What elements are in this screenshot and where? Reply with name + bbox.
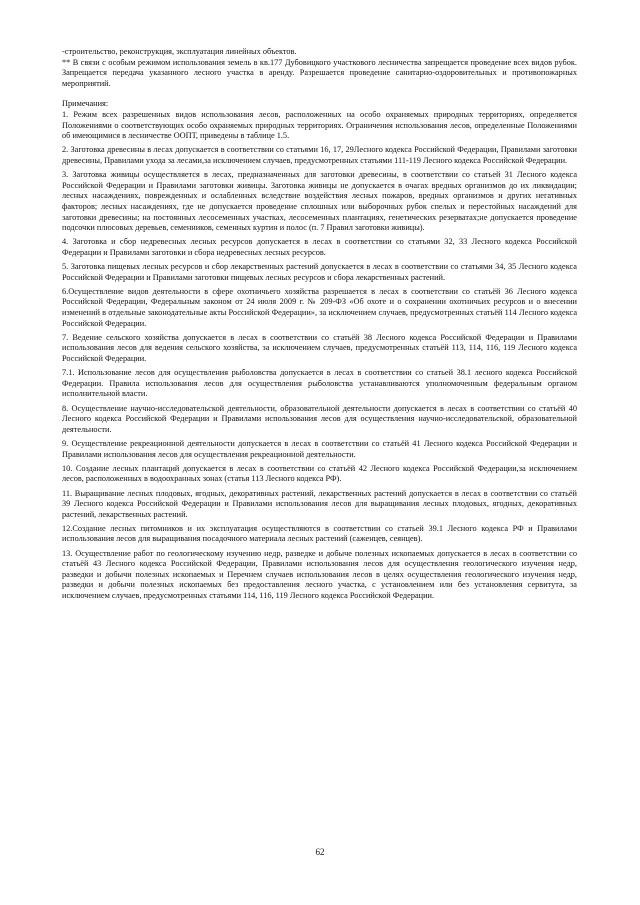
- notes-heading: Примечания:: [62, 99, 109, 109]
- note-item: 9. Осуществление рекреационной деятельности допускается в лесах в соответствии со статьёй 41 Лесного кодекса Российской Федерации и Правилами использования лесов для осуществления рекреационной деятельности.: [62, 438, 577, 459]
- note-item: 13. Осуществление работ по геологическому изучению недр, разведке и добыче полезных ископаемых допускается в лесах в соответствии со статьёй 43 Лесного кодекса Российской Федерации, Правилами использования лесов для осуществления геологического изучения недр, разведки и добычи полезных ископаемых и Перечнем случаев использования лесов в целях осуществления геологического изучения недр, разведки и добычи полезных ископаемых без предоставления лесного участка, с установлением или без установления сервитута, за исключением случаев, предусмотренных статьями 114, 116, 119 Лесного кодекса Российской Федерации.: [62, 548, 577, 601]
- intro-footnote-kv177: ** В связи с особым режимом использования земель в кв.177 Дубовицкого участкового лесничества запрещается проведение всех видов рубок. Запрещается передача указанного лесного участка в аренду. Разрешается проведение санитарно-оздоровительных и противопожарных мероприятий.: [62, 57, 577, 88]
- note-item: 10. Создание лесных плантаций допускается в лесах в соответствии со статьёй 42 Лесного кодекса Российской Федерации,за исключением лесов, расположенных в водоохранных зонах (статья 113 Лесного кодекса РФ).: [62, 463, 577, 484]
- intro-block: [62, 47, 577, 89]
- notes-list: [62, 110, 577, 602]
- note-item: 1. Режим всех разрешенных видов использования лесов, расположенных на особо охраняемых природных территориях, определяется Положениями о соответствующих особо охраняемых природных территориях. Ограничения использования лесов, определенные Положениями об имеющимися в лесничестве ООПТ, приведены в таблице 1.5.: [62, 109, 577, 141]
- note-item: 5. Заготовка пищевых лесных ресурсов и сбор лекарственных растений допускается в лесах в соответствии со статьями 34, 35 Лесного кодекса Российской Федерации и Правилами заготовки пищевых лесных ресурсов и сбора лекарственных растений.: [62, 262, 577, 282]
- note-item: 2. Заготовка древесины в лесах допускается в соответствии со статьями 16, 17, 29Лесного кодекса Российской Федерации, Правилами заготовки древесины, Правилами ухода за лесами,за исключением случаев, предусмотренных статьями 111-119 Лесного кодекса Российской Федерации.: [62, 145, 577, 165]
- note-item: 7.1. Использование лесов для осуществления рыболовства допускается в лесах в соответствии со статьей 38.1 лесного кодекса Российской Федерации. Правила использования лесов для осуществления рыболовства устанавливаются уполномоченным федеральным органом исполнительной власти.: [62, 368, 577, 399]
- note-item: 4. Заготовка и сбор недревесных лесных ресурсов допускается в лесах в соответствии со статьями 32, 33 Лесного кодекса Российской Федерации и Правилами заготовки и сбора недревесных лесных ресурсов.: [62, 237, 577, 257]
- document-page: [62, 47, 577, 605]
- page-number: 62: [315, 847, 325, 857]
- note-item: 6.Осуществление видов деятельности в сфере охотничьего хозяйства разрешается в лесах в соответствии со статьёй 36 Лесного кодекса Российской Федерации, Федеральным законом от 24 июля 2009 г. № 209-ФЗ «Об охоте и о сохранении охотничьих ресурсов и о внесении изменений в отдельные законодательные акты Российской Федерации», за исключением случаев, предусмотренных статьёй 114 Лесного кодекса Российской Федерации.: [62, 286, 577, 328]
- note-item: 12.Создание лесных питомников и их эксплуатация осуществляются в соответствии со статьей 39.1 Лесного кодекса РФ и Правилами использования лесов для выращивания посадочного материала лесных растений (саженцев, сеянцев).: [62, 523, 577, 544]
- note-item: 7. Ведение сельского хозяйства допускается в лесах в соответствии со статьёй 38 Лесного кодекса Российской Федерации и Правилами использования лесов для ведения сельского хозяйства, за исключением случаев, предусмотренных статьёй 113, 114, 116, 119 Лесного кодекса Российской Федерации.: [62, 332, 577, 363]
- note-item: 3. Заготовка живицы осуществляется в лесах, предназначенных для заготовки древесины, в соответствии со статьей 31 Лесного кодекса Российской Федерации и Правилами заготовки живицы. Заготовка живицы не допускается в очагах вредных организмов до их ликвидации; лесных насаждениях, поврежденных и ослабленных вследствие воздействия лесных пожаров, вредных организмов и других негативных факторов; лесных насаждениях, где не допускается проведение сплошных или выборочных рубок спелых и перестойных насаждений для заготовки древесины; на постоянных лесосеменных участках, лесосеменных плантациях, генетических резерватах;не допускается проведение подсочки плюсовых деревьев, семенников, семенных куртин и полос (п. 7 Правил заготовки живицы).: [62, 170, 577, 233]
- intro-line-linear-objects: -строительство, реконструкция, эксплуатация линейных объектов.: [62, 47, 297, 56]
- note-item: 8. Осуществление научно-исследовательской деятельности, образовательной деятельности допускается в лесах в соответствии со статьёй 40 Лесного кодекса Российской Федерации и Правилами использования лесов для осуществления научно-исследовательской, образовательной деятельности.: [62, 403, 577, 434]
- note-item: 11. Выращивание лесных плодовых, ягодных, декоративных растений, лекарственных растений допускается в лесах в соответствии со статьёй 39 Лесного кодекса Российской Федерации и Правилами использования лесов для выращивания лесных плодовых, ягодных, декоративных растений, лекарственных растений.: [62, 488, 577, 519]
